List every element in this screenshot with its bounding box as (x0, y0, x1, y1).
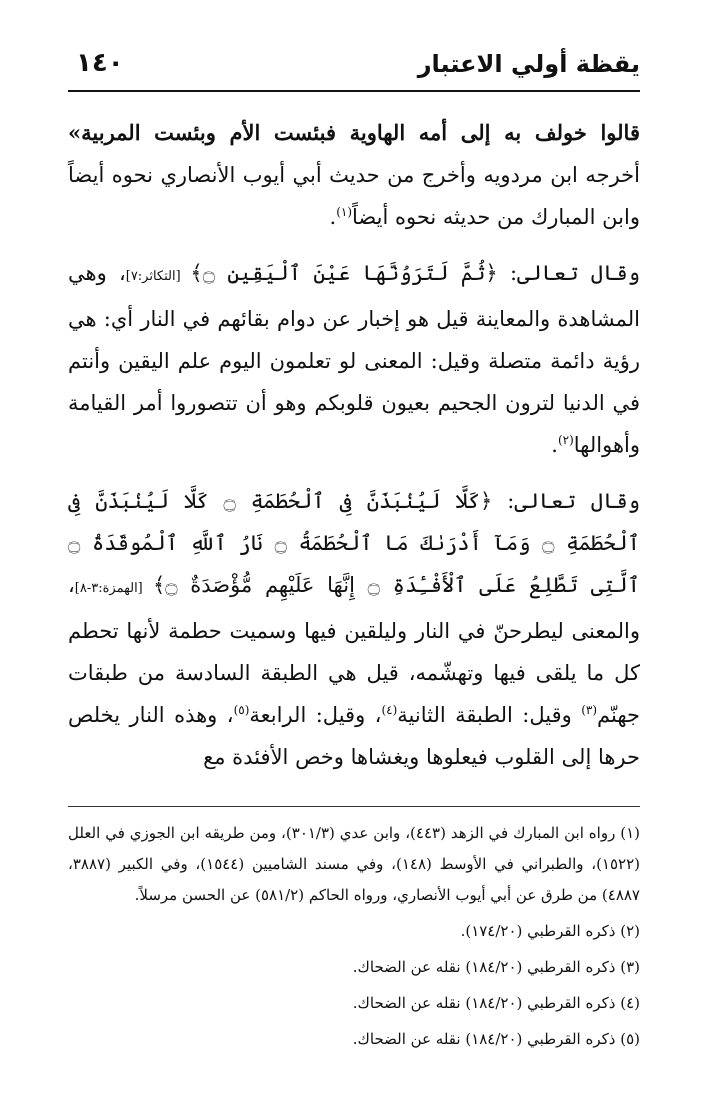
paragraph-text: ، وقيل: الرابعة (249, 703, 382, 727)
main-text (68, 112, 640, 792)
footnote-separator (68, 806, 640, 807)
paragraph-text: وقال تعالى: (497, 261, 640, 285)
footnote-3: (٣) ذكره القرطبي (١٨٤/٢٠) نقله عن الضحاك. (352, 958, 640, 976)
paragraph-3 (68, 480, 640, 778)
footnote-marker: (٣) (581, 703, 598, 717)
paragraph-text: وقال تعالى: (492, 489, 641, 513)
paragraph-text: ، وهي المشاهدة والمعاينة قيل هو إخبار عن دوام بقائهم في النار أي: هي رؤية دائمة متصلة وقيل: المعنى لو تعلمون اليوم علم اليقين وأنتم في الدنيا لترون الجحيم بعيون قلوبكم وهو أن تتصوروا أمر القيامة وأهوالها (68, 261, 640, 457)
verse-reference: [التكاثر:٧] (125, 269, 191, 284)
footnote-marker: (٥) (233, 703, 250, 717)
page-number: ١٤٠ (76, 48, 124, 78)
quran-verse: ﴿ثُمَّ لَتَرَوُنَّهَا عَيْنَ ٱلْيَقِينِ ۝﴾ (190, 261, 498, 285)
footnote-4: (٤) ذكره القرطبي (١٨٤/٢٠) نقله عن الضحاك. (352, 994, 640, 1012)
page-header (68, 44, 640, 92)
paragraph-1: قالوا خولف به إلى أمه الهاوية فبئست الأم وبئست المربية» أخرجه ابن مردويه وأخرج من حديث أبي أيوب الأنصاري نحوه أيضاً وابن المبارك من حديثه نحوه أيضاً$^{(١)}$. (68, 120, 640, 229)
footnote-1: (١) رواه ابن المبارك في الزهد (٤٤٣)، وابن عدي (٣٠١/٣)، ومن طريقه ابن الجوزي في العلل (١٥٢٢)، والطبراني في الأوسط (١٤٨)، وفي مسند الشاميين (١٥٤٤)، وفي الكبير (٣٨٨٧، ٤٨٨٧) من طرق عن أبي أيوب الأنصاري، ورواه الحاكم (٥٨١/٢) عن الحسن مرسلاً. (68, 824, 641, 904)
footnote-2: (٢) ذكره القرطبي (١٧٤/٢٠). (460, 922, 640, 940)
footnote-marker: (١) (336, 205, 353, 219)
paragraph-text: ، والمعنى ليطرحنّ في النار وليلقين فيها وسميت حطمة لأنها تحطم كل ما يلقى فيها وتهشّمه، قيل هي الطبقة السادسة من طبقات جهنّم (68, 573, 641, 727)
paragraph-2: وقال تعالى: ﴿ثُمَّ لَتَرَوُنَّهَا عَيْنَ ٱلْيَقِينِ ۝﴾ [التكاثر:٧]، وهي المشاهدة والمعاينة قيل هو إخبار عن دوام بقائهم في النار أي: هي رؤية دائمة متصلة وقيل: المعنى لو تعلمون اليوم علم اليقين وأنتم في الدنيا لترون الجحيم بعيون قلوبكم وهو أن تتصوروا أمر القيامة وأهوالها$^{(٢)}$. (68, 261, 640, 457)
verse-reference: [الهمزة:٣-٨] (74, 581, 153, 596)
quran-verse: ﴿كَلَّا لَيُنۢبَذَنَّ فِى ٱلْحُطَمَةِ ۝ كَلَّا لَيُنۢبَذَنَّ فِى ٱلْحُطَمَةِ ۝ وَمَآ أَدْرَىٰكَ مَا ٱلْحُطَمَةُ ۝ نَارُ ٱللَّهِ ٱلْمُوقَدَةُ ۝ ٱلَّتِى تَطَّلِعُ عَلَى ٱلْأَفْـِٔدَةِ ۝ إِنَّهَا عَلَيْهِم مُّؤْصَدَةٌ ۝﴾ (68, 489, 640, 597)
footnote-marker: (٤) (381, 703, 398, 717)
paragraph-text: وقيل: الطبقة الثانية (397, 703, 582, 727)
paragraph-text: ، وهذه النار يخلص حرها إلى القلوب فيعلوها ويغشاها وخص الأفئدة مع (68, 703, 640, 769)
footnote-5: (٥) ذكره القرطبي (١٨٤/٢٠) نقله عن الضحاك. (352, 1030, 640, 1048)
footnotes (68, 818, 640, 1060)
footnote-marker: (٢) (557, 433, 574, 447)
quoted-text: قالوا خولف به إلى أمه الهاوية فبئست الأم وبئست المربية» (68, 120, 640, 145)
paragraph-text: أخرجه ابن مردويه وأخرج من حديث أبي أيوب الأنصاري نحوه أيضاً وابن المبارك من حديثه نحوه أيضاً (68, 163, 640, 229)
running-title: يقظة أولي الاعتبار (417, 50, 640, 78)
